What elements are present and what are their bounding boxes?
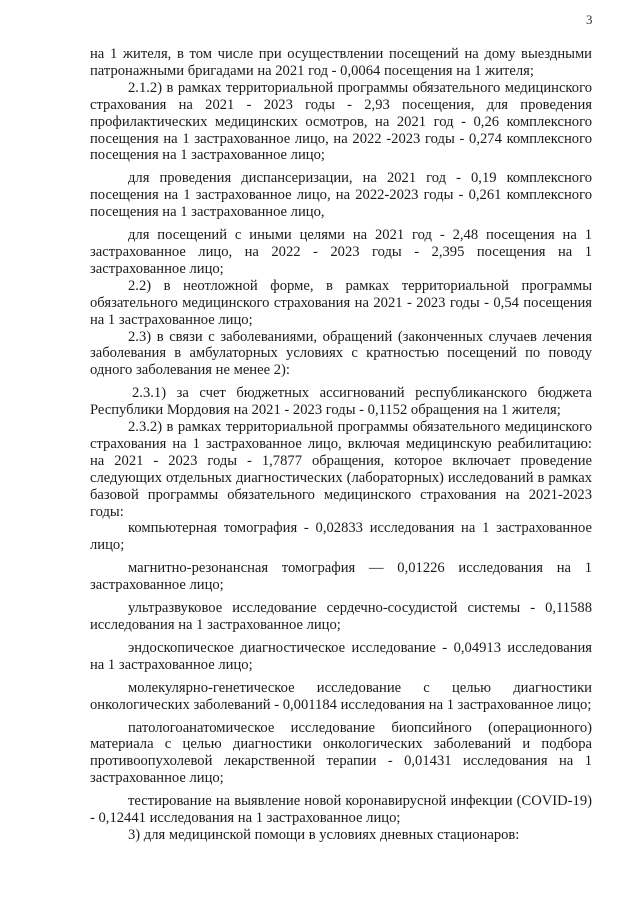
paragraph-endoscopy: эндоскопическое диагностическое исследование - 0,04913 исследования на 1 застрахованное лицо; [90, 639, 592, 673]
paragraph-pathology: патологоанатомическое исследование биопсийного (операционного) материала с целью диагностики онкологических заболеваний и подбора противоопухолевой лекарственной терапии - 0,01431 исследования на 1 застрахованное лицо; [90, 719, 592, 787]
paragraph-ultrasound: ультразвуковое исследование сердечно-сосудистой системы - 0,11588 исследования на 1 застрахованное лицо; [90, 600, 592, 633]
document-body [90, 46, 592, 844]
paragraph-2-3-1: 2.3.1) за счет бюджетных ассигнований республиканского бюджета Республики Мордовия на 2021 - 2023 годы - 0,1152 обращения на 1 жителя; [90, 385, 592, 419]
paragraph-2-2-urgent: 2.2) в неотложной форме, в рамках территориальной программы обязательного медицинского страхования на 2021 - 2023 годы - 0,54 посещения на 1 застрахованное лицо; [90, 277, 592, 328]
paragraph-visits-per-resident: на 1 жителя, в том числе при осуществлении посещений на дому выездными патронажными бригадами на 2021 год - 0,0064 посещения на 1 жителя; [90, 46, 592, 79]
paragraph-dispensarization: для проведения диспансеризации, на 2021 год - 0,19 комплексного посещения на 1 застрахованное лицо, на 2022-2023 годы - 0,261 комплексного посещения на 1 застрахованное лицо, [90, 170, 592, 221]
paragraph-covid-testing: тестирование на выявление новой коронавирусной инфекции (COVID-19) - 0,12441 исследования на 1 застрахованное лицо; [90, 793, 592, 827]
paragraph-molecular-genetic: молекулярно-генетическое исследование с целью диагностики онкологических заболеваний - 0,001184 исследования на 1 застрахованное лицо; [90, 679, 592, 713]
paragraph-other-purposes: для посещений с иными целями на 2021 год - 2,48 посещения на 1 застрахованное лицо, на 2022 - 2023 годы - 2,395 посещения на 1 застрахованное лицо; [90, 227, 592, 277]
paragraph-2-1-2: 2.1.2) в рамках территориальной программы обязательного медицинского страхования на 2021 - 2023 годы - 2,93 посещения, для проведения профилактических медицинских осмотров, на 2021 год - 0,26 комплексного посещения на 1 застрахованное лицо, на 2022 -2023 годы - 0,274 комплексного посещения на 1 застрахованное лицо; [90, 79, 592, 164]
paragraph-2-3-2: 2.3.2) в рамках территориальной программы обязательного медицинского страхования на 1 застрахованное лицо, включая медицинскую реабилитацию: на 2021 - 2023 годы - 1,7877 обращения, которое включает проведение следующих отдельных диагностических (лабораторных) исследований в рамках базовой программы обязательного медицинского страхования на 2021-2023 годы: [90, 419, 592, 520]
paragraph-3-day-hospital: 3) для медицинской помощи в условиях дневных стационаров: [128, 826, 520, 843]
paragraph-2-3-diseases: 2.3) в связи с заболеваниями, обращений (законченных случаев лечения заболевания в амбулаторных условиях с кратностью посещений по поводу одного заболевания не менее 2): [90, 328, 592, 379]
paragraph-computed-tomography: компьютерная томография - 0,02833 исследования на 1 застрахованное лицо; [90, 520, 592, 554]
paragraph-mri: магнитно-резонансная томография — 0,01226 исследования на 1 застрахованное лицо; [90, 560, 592, 594]
page-number: 3 [586, 12, 593, 27]
